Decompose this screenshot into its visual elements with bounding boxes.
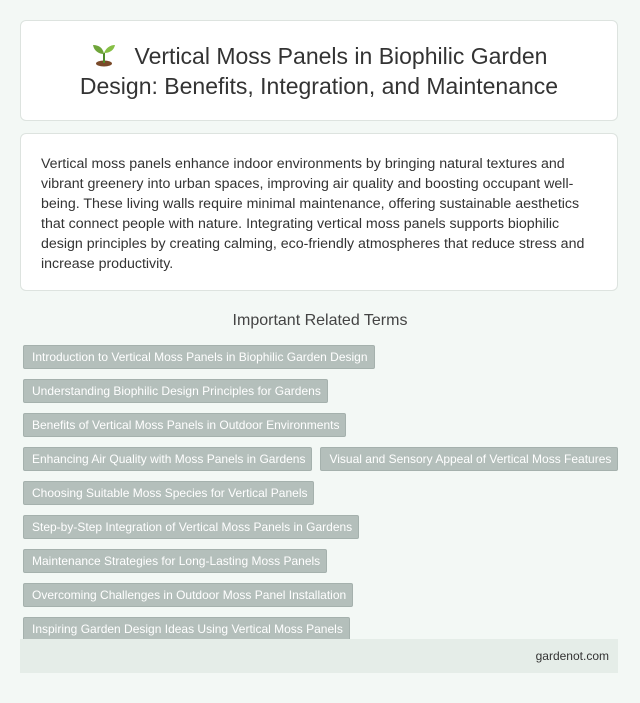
- related-terms-list: [23, 345, 623, 641]
- footer: [20, 639, 618, 673]
- intro-card: [20, 133, 618, 291]
- title-card: [20, 20, 618, 121]
- related-term-link[interactable]: Choosing Suitable Moss Species for Vertical Panels: [23, 481, 314, 505]
- related-terms-heading: Important Related Terms: [232, 312, 408, 329]
- related-term-link[interactable]: Enhancing Air Quality with Moss Panels in Gardens: [23, 447, 312, 471]
- related-term-link[interactable]: Understanding Biophilic Design Principles for Gardens: [23, 379, 328, 403]
- related-term-link[interactable]: Inspiring Garden Design Ideas Using Vertical Moss Panels: [23, 617, 350, 641]
- sprout-icon: [91, 43, 117, 67]
- page-title-text: Vertical Moss Panels in Biophilic Garden Design: Benefits, Integration, and Maintenance: [79, 42, 559, 99]
- related-term-link[interactable]: Benefits of Vertical Moss Panels in Outdoor Environments: [23, 413, 346, 437]
- page-title: [51, 41, 587, 101]
- related-term-link[interactable]: Introduction to Vertical Moss Panels in Biophilic Garden Design: [23, 345, 375, 369]
- related-term-link[interactable]: Overcoming Challenges in Outdoor Moss Panel Installation: [23, 583, 353, 607]
- intro-paragraph: Vertical moss panels enhance indoor environments by bringing natural textures and vibrant greenery into urban spaces, improving air quality and boosting occupant well-being. These living walls require minimal maintenance, offering sustainable aesthetics that connect people with nature. Integrating vertical moss panels supports biophilic design principles by creating calming, eco-friendly atmospheres that reduce stress and increase productivity.: [41, 156, 585, 272]
- footer-site-name[interactable]: gardenot.com: [535, 649, 609, 663]
- related-term-link[interactable]: Maintenance Strategies for Long-Lasting Moss Panels: [23, 549, 327, 573]
- related-term-link[interactable]: Visual and Sensory Appeal of Vertical Moss Features: [320, 447, 618, 471]
- related-term-link[interactable]: Step-by-Step Integration of Vertical Moss Panels in Gardens: [23, 515, 359, 539]
